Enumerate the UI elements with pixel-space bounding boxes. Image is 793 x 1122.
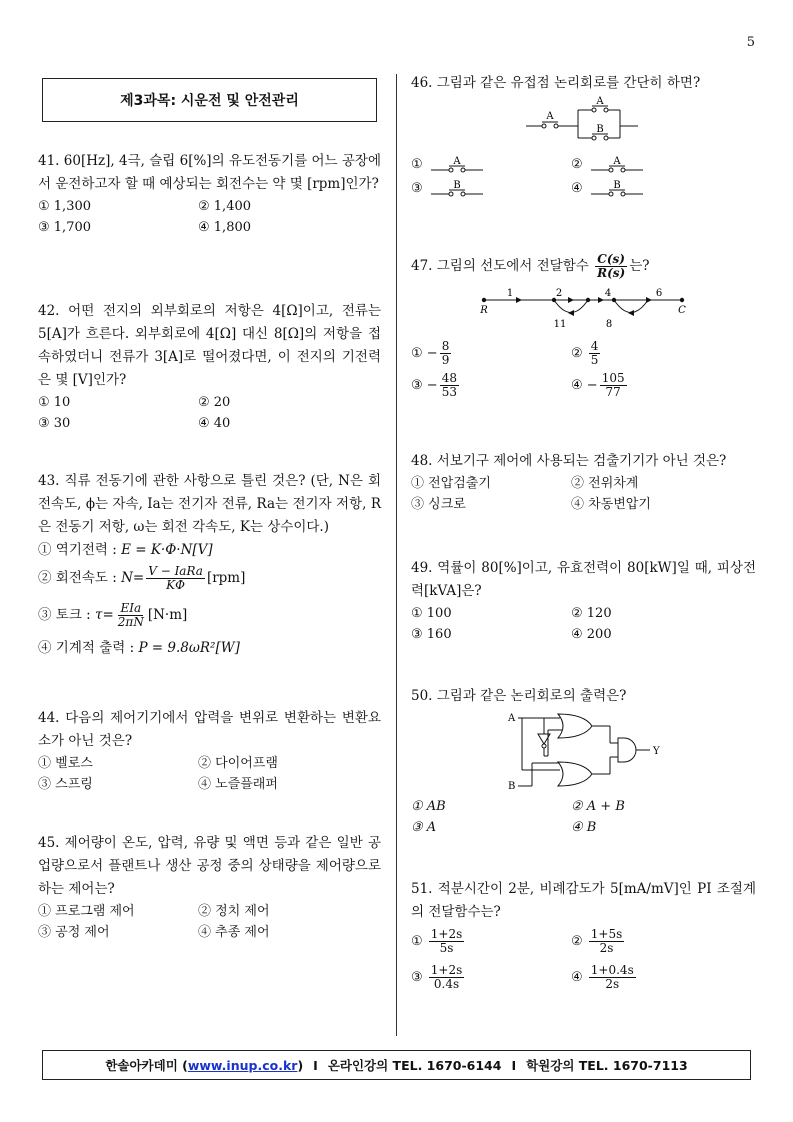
option-4[interactable]: ④ 200 bbox=[571, 627, 612, 642]
option-4[interactable]: ④ 차동변압기 bbox=[571, 497, 651, 512]
option-3[interactable]: ③ $\frac{1+2s}{0.4s}$ bbox=[411, 963, 463, 991]
option-label: ① 역기전력 : bbox=[38, 542, 117, 558]
option-2[interactable]: ② $\frac{4}{5}$ bbox=[571, 339, 599, 367]
option-3[interactable]: ③ − $\frac{48}{53}$ bbox=[411, 371, 457, 399]
logic-circuit-diagram bbox=[500, 706, 670, 796]
q46-options bbox=[411, 155, 756, 203]
option-2[interactable]: ② 20 bbox=[198, 395, 231, 410]
question-42 bbox=[38, 300, 381, 434]
relay-circuit-diagram bbox=[520, 96, 650, 146]
signal-flow-graph bbox=[470, 285, 700, 335]
contact-symbol bbox=[591, 179, 651, 201]
option-4[interactable]: ④ $\frac{1+0.4s}{2s}$ bbox=[571, 963, 634, 991]
option-1[interactable]: ① 100 bbox=[411, 606, 452, 621]
options-row bbox=[38, 901, 381, 922]
option-2[interactable]: ② 전위차계 bbox=[571, 476, 639, 491]
option-1[interactable]: ① 전압검출기 bbox=[411, 476, 491, 491]
option-1[interactable]: ① 1,300 bbox=[38, 199, 92, 214]
option-4[interactable]: ④ 추종 제어 bbox=[198, 925, 270, 940]
footer-separator: I bbox=[511, 1057, 517, 1073]
option-4[interactable]: ④ B bbox=[571, 820, 597, 835]
footer-academy: 한솔아카데미 ( bbox=[105, 1058, 188, 1073]
options-row bbox=[38, 217, 381, 238]
option-4[interactable] bbox=[38, 635, 381, 661]
figure-label: A bbox=[596, 96, 604, 107]
question-text: 50. 그림과 같은 논리회로의 출력은? bbox=[411, 688, 627, 704]
footer-separator: I bbox=[313, 1057, 318, 1073]
option-3[interactable]: ③ A bbox=[411, 820, 437, 835]
options-row bbox=[38, 196, 381, 217]
footer-online: 온라인강의 TEL. 1670-6144 bbox=[327, 1058, 502, 1073]
q47-options bbox=[411, 338, 756, 402]
options-row bbox=[38, 774, 381, 795]
option-3[interactable]: ③ 160 bbox=[411, 627, 452, 642]
option-3[interactable]: ③ 스프링 bbox=[38, 777, 93, 792]
question-46 bbox=[411, 72, 756, 95]
option-2[interactable]: ② 회전속도 : N= $\frac{\text{V − IaRa}}{K\Phi}$ [rpm] bbox=[38, 564, 246, 592]
option-1[interactable]: ① A̅ bbox=[411, 155, 581, 177]
question-43 bbox=[38, 470, 381, 661]
svg-text:B̅: B̅ bbox=[613, 180, 621, 191]
transfer-function: $\frac{C(s)}{R(s)}$ bbox=[597, 252, 626, 280]
svg-text:1: 1 bbox=[506, 288, 514, 299]
options-row bbox=[38, 392, 381, 413]
option-3[interactable]: ③ 토크 : τ= $\frac{\text{EIa}}{2\pi N}$ [N·m] bbox=[38, 601, 188, 629]
svg-text:2: 2 bbox=[555, 288, 563, 299]
svg-text:A: A bbox=[508, 713, 516, 724]
svg-text:R: R bbox=[480, 305, 488, 316]
page-number: 5 bbox=[746, 35, 755, 50]
contact-symbol bbox=[431, 155, 491, 177]
option-4[interactable]: ④ B̅ bbox=[571, 179, 741, 201]
question-text: 43. 직류 전동기에 관한 사항으로 틀린 것은? (단, N은 회전속도, ϕ는 자속, Ia는 전기자 전류, Ra는 전기자 저항, R은 전동기 저항, ω는 회전 각속도, K는 상수이다.) bbox=[38, 473, 381, 535]
footer-offline: 학원강의 TEL. 1670-7113 bbox=[526, 1058, 688, 1073]
option-1[interactable]: ① AB bbox=[411, 799, 446, 814]
option-2[interactable]: ② 1,400 bbox=[198, 199, 252, 214]
section-title: 제3과목: 시운전 및 안전관리 bbox=[42, 78, 377, 122]
option-3[interactable]: ③ 1,700 bbox=[38, 220, 92, 235]
svg-text:B: B bbox=[508, 781, 516, 792]
svg-text:A: A bbox=[613, 156, 621, 167]
option-3[interactable]: ③ 공정 제어 bbox=[38, 925, 110, 940]
option-2[interactable]: ② 정치 제어 bbox=[198, 904, 270, 919]
option-2[interactable]: ② $\frac{1+5s}{2s}$ bbox=[571, 927, 623, 955]
option-formula: E = K·Φ·N[V] bbox=[121, 542, 213, 558]
figure-label: B bbox=[596, 124, 604, 135]
option-1[interactable]: ① − $\frac{8}{9}$ bbox=[411, 339, 450, 367]
option-label: ③ 토크 : bbox=[38, 607, 91, 623]
question-47: 47. 그림의 선도에서 전달함수 $\frac{C(s)}{R(s)}$ 는? bbox=[411, 252, 650, 280]
question-50 bbox=[411, 685, 756, 708]
option-4[interactable]: ④ 1,800 bbox=[198, 220, 252, 235]
question-text: 44. 다음의 제어기기에서 압력을 변위로 변환하는 변환요소가 아닌 것은? bbox=[38, 710, 381, 749]
svg-text:4: 4 bbox=[604, 288, 612, 299]
question-text: 47. 그림의 선도에서 전달함수 bbox=[411, 258, 589, 274]
option-label: ② 회전속도 : bbox=[38, 570, 117, 586]
option-1[interactable]: ① 벨로스 bbox=[38, 756, 93, 771]
footer-bar: 한솔아카데미 ( www.inup.co.kr ) I 온라인강의 TEL. 1670-6144 I 학원강의 TEL. 1670-7113 bbox=[42, 1050, 751, 1080]
option-2[interactable]: ② 다이어프램 bbox=[198, 756, 278, 771]
svg-text:B: B bbox=[453, 180, 461, 191]
option-1[interactable]: ① 10 bbox=[38, 395, 71, 410]
question-text: 45. 제어량이 온도, 압력, 유량 및 액면 등과 같은 일반 공업량으로서 플랜트나 생산 공정 중의 상태량을 제어량으로 하는 제어는? bbox=[38, 835, 381, 897]
contact-symbol bbox=[431, 179, 491, 201]
option-1[interactable]: ① $\frac{1+2s}{5s}$ bbox=[411, 927, 463, 955]
fraction: $\frac{\text{V − IaRa}}{K\Phi}$ bbox=[148, 564, 203, 592]
contact-symbol bbox=[591, 155, 651, 177]
question-44 bbox=[38, 707, 381, 795]
option-4[interactable]: ④ − $\frac{105}{77}$ bbox=[571, 371, 625, 399]
option-2[interactable]: ② A + B bbox=[571, 799, 625, 814]
option-2[interactable]: ② 120 bbox=[571, 606, 612, 621]
question-49 bbox=[411, 557, 756, 645]
question-text: 42. 어떤 전지의 외부회로의 저항은 4[Ω]이고, 전류는 5[A]가 흐른다. 외부회로에 4[Ω] 대신 8[Ω]의 저항을 접속하였더니 전류가 3[A]로 떨어졌다면, 이 전지의 기전력은 몇 [V]인가? bbox=[38, 303, 381, 388]
option-2[interactable]: ② A bbox=[571, 155, 741, 177]
option-1[interactable]: ① 프로그램 제어 bbox=[38, 904, 135, 919]
question-48 bbox=[411, 450, 756, 515]
question-text: 46. 그림과 같은 유접점 논리회로를 간단히 하면? bbox=[411, 75, 701, 91]
svg-text:A̅: A̅ bbox=[453, 156, 461, 167]
options-row bbox=[38, 753, 381, 774]
question-41 bbox=[38, 150, 381, 238]
question-text: 48. 서보기구 제어에 사용되는 검출기기가 아닌 것은? bbox=[411, 453, 727, 469]
option-3[interactable]: ③ 싱크로 bbox=[411, 497, 466, 512]
options-row bbox=[38, 413, 381, 434]
option-3[interactable]: ③ 30 bbox=[38, 416, 71, 431]
option-label: ④ 기계적 출력 : bbox=[38, 640, 135, 656]
svg-text:C: C bbox=[678, 305, 686, 316]
svg-text:11: 11 bbox=[553, 319, 567, 330]
option-formula: P = 9.8ωR²[W] bbox=[138, 640, 240, 656]
figure-label: A bbox=[546, 111, 554, 122]
option-3[interactable]: ③ B bbox=[411, 179, 581, 201]
svg-text:6: 6 bbox=[655, 288, 663, 299]
svg-text:Y: Y bbox=[653, 746, 660, 757]
option-4[interactable]: ④ 노즐플래퍼 bbox=[198, 777, 278, 792]
option-4[interactable]: ④ 40 bbox=[198, 416, 231, 431]
question-text: 49. 역률이 80[%]이고, 유효전력이 80[kW]일 때, 피상전력[kVA]은? bbox=[411, 560, 756, 599]
question-51 bbox=[411, 878, 756, 996]
question-text: 51. 적분시간이 2분, 비례감도가 5[mA/mV]인 PI 조절계의 전달함수는? bbox=[411, 881, 756, 920]
column-divider bbox=[396, 74, 397, 1036]
svg-text:8: 8 bbox=[605, 319, 613, 330]
question-text: 41. 60[Hz], 4극, 슬립 6[%]의 유도전동기를 어느 공장에서 운전하고자 할 때 예상되는 회전수는 약 몇 [rpm]인가? bbox=[38, 153, 381, 192]
fraction: $\frac{\text{EIa}}{2\pi N}$ bbox=[117, 601, 144, 629]
question-45 bbox=[38, 832, 381, 943]
options-row bbox=[38, 922, 381, 943]
footer-link[interactable]: www.inup.co.kr bbox=[187, 1057, 298, 1073]
q50-options bbox=[411, 796, 756, 838]
option-1[interactable] bbox=[38, 539, 381, 561]
